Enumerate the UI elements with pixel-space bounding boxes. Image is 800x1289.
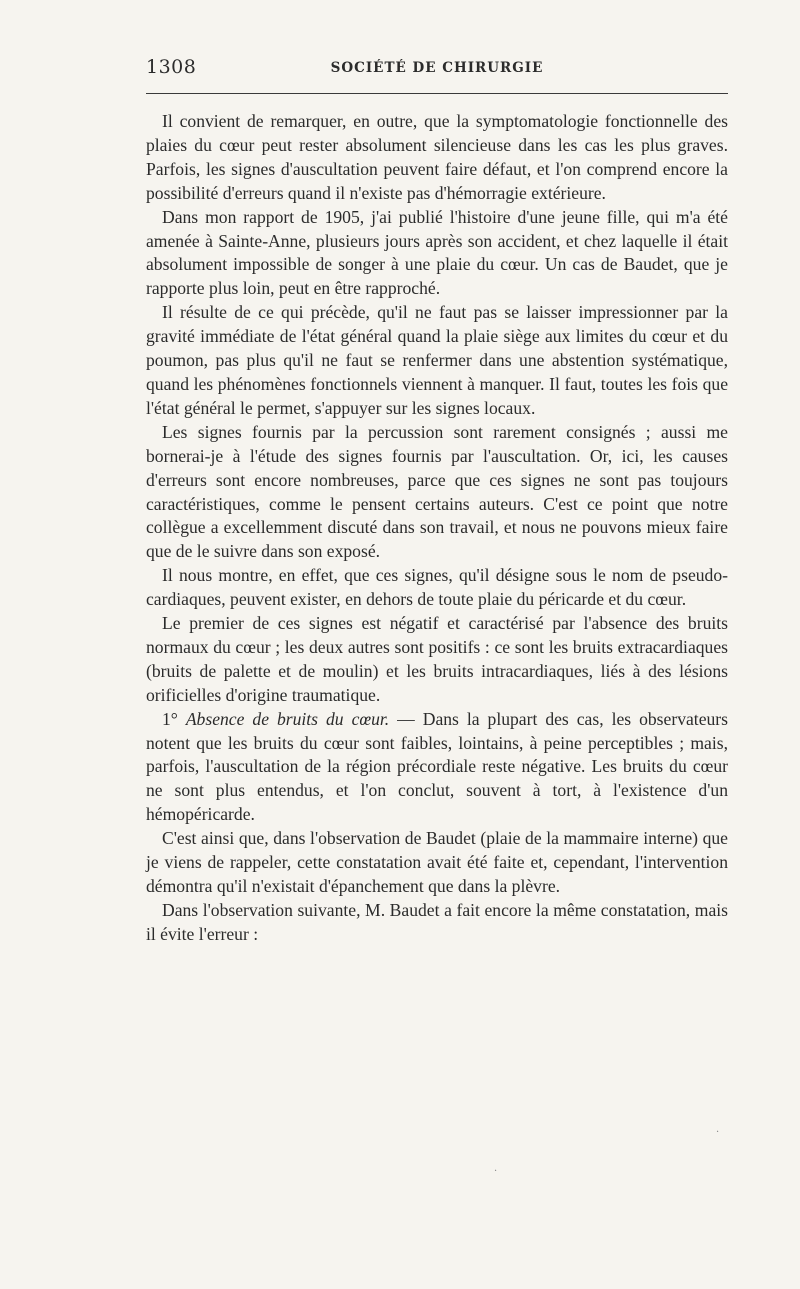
page-number: 1308 <box>146 56 197 78</box>
speck-mark: · <box>716 1127 720 1138</box>
paragraph: Il convient de remarquer, en outre, que la symptomatologie fonctionnelle des plaies du cœur peut rester absolument silencieuse dans les cas les plus graves. Parfois, les signes d'auscultation peuvent faire défaut, et l'on comprend encore la possibilité d'erreurs quand il n'existe pas d'hémorragie extérieure. <box>146 111 728 203</box>
page-header <box>146 56 728 86</box>
section-title: Absence de bruits du cœur. <box>185 708 390 729</box>
paragraph: Dans l'observation suivante, M. Baudet a fait encore la même constatation, mais il évite l'erreur : <box>146 899 728 944</box>
speck-mark: · <box>494 1166 498 1177</box>
section-text: — Dans la plupart des cas, les observateurs notent que les bruits du cœur sont faibles, lointains, à peine perceptibles ; mais, parfois, l'auscultation de la région précordiale reste négative. Les bruits du cœur ne sont plus entendus, et l'on conclut, souvent à tort, à l'existence d'un hémopéricarde. <box>146 708 729 825</box>
paragraph: C'est ainsi que, dans l'observation de Baudet (plaie de la mammaire interne) que je viens de rappeler, cette constatation avait été faite et, cependant, l'intervention démontra qu'il n'existait d'épanchement que dans la plèvre. <box>146 828 728 896</box>
section-paragraph <box>146 708 728 828</box>
section-number: 1° <box>162 708 186 729</box>
paragraph: Le premier de ces signes est négatif et caractérisé par l'absence des bruits normaux du cœur ; les deux autres sont positifs : ce sont les bruits extracardiaques (bruits de palette et de moulin) et les bruits intracardiaques, liés à des lésions orificielles d'origine traumatique. <box>146 613 728 705</box>
paragraph: Dans mon rapport de 1905, j'ai publié l'histoire d'une jeune fille, qui m'a été amenée à Sainte-Anne, plusieurs jours après son accident, et chez laquelle il était absolument impossible de songer à une plaie du cœur. Un cas de Baudet, que je rapporte plus loin, peut en être rapproché. <box>146 206 728 299</box>
paragraph: Les signes fournis par la percussion sont rarement consignés ; aussi me bornerai-je à l'étude des signes fournis par l'auscultation. Or, ici, les causes d'erreurs sont encore nombreuses, parce que ces signes ne sont pas toujours caractéristiques, comme le pensent certains auteurs. C'est ce point que notre collègue a excellemment discuté dans son travail, et nous ne pouvons mieux faire que de le suivre dans son exposé. <box>146 421 728 562</box>
paragraph: Il nous montre, en effet, que ces signes, qu'il désigne sous le nom de pseudo-cardiaques, peuvent exister, en dehors de toute plaie du péricarde et du cœur. <box>146 565 728 610</box>
paragraph: Il résulte de ce qui précède, qu'il ne faut pas se laisser impressionner par la gravité immédiate de l'état général quand la plaie siège aux limites du cœur et du poumon, pas plus qu'il ne faut se renfermer dans une abstention systématique, quand les phénomènes fonctionnels viennent à manquer. Il faut, toutes les fois que l'état général le permet, s'appuyer sur les signes locaux. <box>146 302 728 418</box>
running-title: SOCIÉTÉ DE CHIRURGIE <box>330 60 544 76</box>
header-rule <box>146 93 728 94</box>
body-text <box>146 110 728 947</box>
